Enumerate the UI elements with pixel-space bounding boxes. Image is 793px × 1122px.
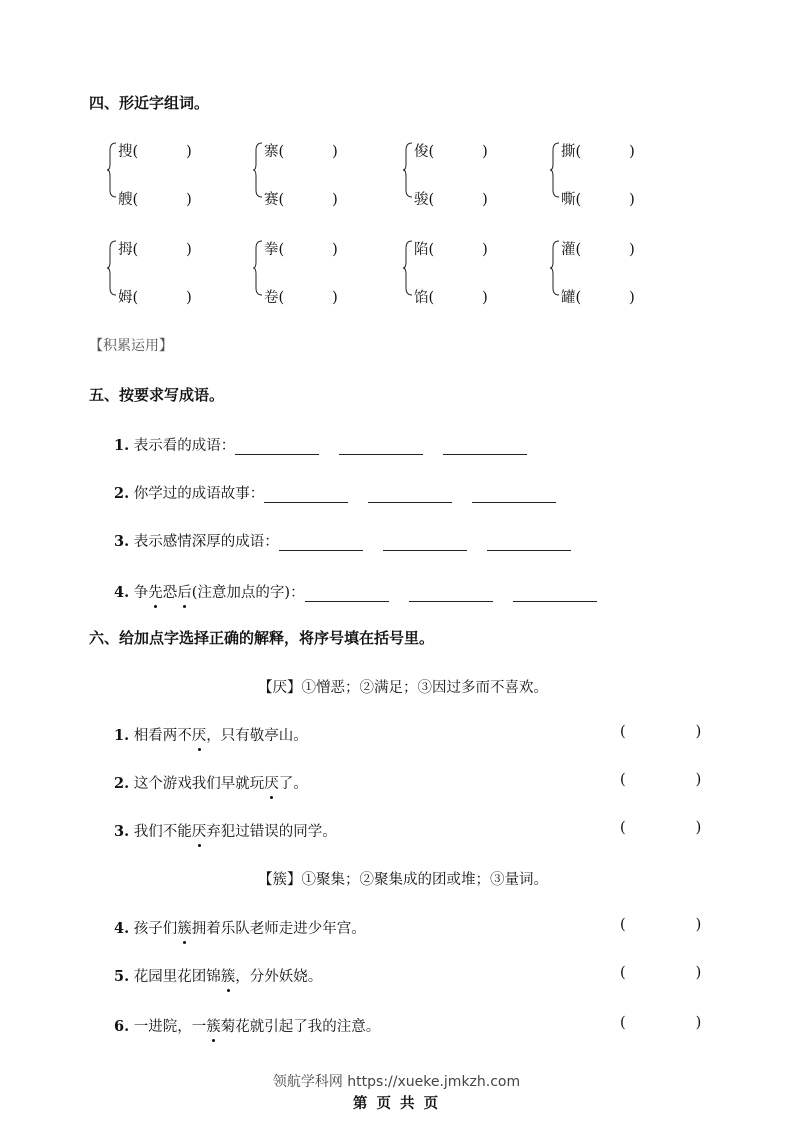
close-paren: ) (695, 965, 702, 981)
char-label: 拇( (118, 242, 139, 258)
similar-char-top (264, 238, 338, 259)
close-paren: ) (332, 242, 338, 258)
answer-blank[interactable] (235, 440, 319, 455)
similar-char-bottom (118, 188, 192, 209)
item-text: 菊花就引起了我的注意。 (220, 1019, 381, 1035)
answer-blank[interactable] (264, 488, 348, 503)
close-paren: ) (332, 192, 338, 208)
close-paren: ) (629, 242, 635, 258)
similar-char-bottom (414, 286, 488, 307)
close-paren: ) (482, 290, 488, 306)
section-5-title: 五、按要求写成语。 (89, 386, 225, 404)
item-number: 4. (114, 920, 130, 937)
close-paren: ) (186, 290, 192, 306)
close-paren: ) (332, 144, 338, 160)
similar-char-bottom (264, 188, 338, 209)
item-text: 这个游戏我们早就玩 (133, 776, 265, 792)
dotted-char: 后 (177, 585, 192, 601)
item-number: 3. (114, 533, 130, 550)
dotted-char: 厌 (264, 776, 279, 792)
item-number: 1. (114, 727, 130, 744)
open-paren: ( (620, 724, 626, 740)
idiom-item-1 (114, 434, 547, 455)
choice-item-6 (114, 1015, 380, 1036)
char-label: 嘶( (561, 192, 582, 208)
close-paren: ) (332, 290, 338, 306)
dotted-char: 簇 (220, 969, 236, 985)
close-paren: ) (482, 144, 488, 160)
char-label: 骏( (414, 192, 435, 208)
dotted-char: 先 (148, 585, 163, 601)
answer-parens[interactable] (620, 772, 701, 788)
item-text: 你学过的成语故事： (133, 486, 265, 502)
answer-blank[interactable] (443, 440, 527, 455)
close-paren: ) (695, 917, 702, 933)
open-paren: ( (620, 772, 626, 788)
dotted-char: 簇 (177, 921, 192, 937)
char-label: 馅( (414, 290, 435, 306)
char-label: 陷( (414, 242, 435, 258)
close-paren: ) (186, 144, 192, 160)
answer-blank[interactable] (472, 488, 556, 503)
item-text: 表示看的成语： (133, 438, 236, 454)
item-text: 我们不能 (133, 824, 192, 840)
similar-char-top (561, 238, 635, 259)
char-label: 卷( (264, 290, 285, 306)
open-paren: ( (620, 965, 626, 981)
brace-icon (402, 240, 414, 296)
dotted-char: 簇 (206, 1019, 221, 1035)
char-label: 罐( (561, 290, 582, 306)
similar-char-bottom (118, 286, 192, 307)
close-paren: ) (629, 192, 635, 208)
brace-icon (252, 240, 264, 296)
similar-char-top (264, 140, 338, 161)
item-number: 6. (114, 1018, 130, 1035)
similar-char-top (118, 238, 192, 259)
item-text: 孩子们 (133, 921, 178, 937)
answer-blank[interactable] (383, 536, 467, 551)
brace-icon (402, 142, 414, 198)
close-paren: ) (695, 724, 702, 740)
close-paren: ) (695, 772, 702, 788)
similar-char-bottom (561, 286, 635, 307)
answer-blank[interactable] (305, 587, 389, 602)
definition-yan: 【厌】①憎恶；②满足；③因过多而不喜欢。 (258, 680, 548, 696)
section-4-title: 四、形近字组词。 (89, 94, 210, 112)
char-label: 寨( (264, 144, 285, 160)
dotted-char: 厌 (191, 728, 207, 744)
item-number: 4. (114, 584, 130, 601)
answer-parens[interactable] (620, 820, 701, 836)
close-paren: ) (695, 820, 702, 836)
item-text: 花园里花团锦 (133, 969, 221, 985)
close-paren: ) (629, 144, 635, 160)
brace-icon (106, 142, 118, 198)
idiom-item-3 (114, 530, 591, 551)
item-text: 拥着乐队老师走进少年宫。 (191, 921, 366, 937)
char-label: 撕( (561, 144, 582, 160)
close-paren: ) (482, 242, 488, 258)
answer-blank[interactable] (279, 536, 363, 551)
item-text: 表示感情深厚的成语： (133, 534, 279, 550)
answer-blank[interactable] (409, 587, 493, 602)
char-label: 赛( (264, 192, 285, 208)
item-number: 5. (114, 968, 130, 985)
choice-item-2 (114, 772, 308, 793)
item-text: ，只有敬亭山。 (206, 728, 308, 744)
definition-cu: 【簇】①聚集；②聚集成的团或堆；③量词。 (258, 872, 548, 888)
char-label: 灌( (561, 242, 582, 258)
item-text: 一进院，一 (133, 1019, 207, 1035)
choice-item-1 (114, 724, 308, 745)
char-label: 拳( (264, 242, 285, 258)
item-text: 恐 (162, 585, 178, 601)
dotted-char: 厌 (191, 824, 207, 840)
section-6-title: 六、给加点字选择正确的解释，将序号填在括号里。 (89, 629, 435, 647)
item-text: 争 (133, 585, 149, 601)
close-paren: ) (186, 242, 192, 258)
answer-parens[interactable] (620, 1015, 701, 1031)
open-paren: ( (620, 917, 626, 933)
answer-blank[interactable] (487, 536, 571, 551)
idiom-item-2 (114, 482, 576, 503)
close-paren: ) (695, 1015, 702, 1031)
brace-icon (106, 240, 118, 296)
similar-char-top (414, 238, 488, 259)
similar-char-bottom (561, 188, 635, 209)
char-label: 俊( (414, 144, 435, 160)
similar-char-bottom (414, 188, 488, 209)
section-tag-accumulate: 【积累运用】 (89, 338, 173, 354)
idiom-item-4 (114, 581, 617, 602)
brace-icon (549, 142, 561, 198)
item-text: ，分外妖娆。 (235, 969, 323, 985)
similar-char-top (561, 140, 635, 161)
choice-item-3 (114, 820, 337, 841)
answer-blank[interactable] (513, 587, 597, 602)
page-number: 第 页 共 页 (352, 1096, 441, 1112)
item-text: (注意加点的字)： (191, 585, 305, 601)
item-text: 弃犯过错误的同学。 (206, 824, 337, 840)
similar-char-top (414, 140, 488, 161)
brace-icon (252, 142, 264, 198)
char-label: 艘( (118, 192, 139, 208)
char-label: 搜( (118, 144, 139, 160)
answer-parens[interactable] (620, 724, 701, 740)
answer-parens[interactable] (620, 917, 701, 933)
answer-parens[interactable] (620, 965, 701, 981)
footer-url: 领航学科网 https://xueke.jmkzh.com (272, 1074, 521, 1090)
item-text: 相看两不 (133, 728, 192, 744)
close-paren: ) (482, 192, 488, 208)
brace-icon (549, 240, 561, 296)
item-number: 2. (114, 775, 130, 792)
close-paren: ) (186, 192, 192, 208)
item-text: 了。 (278, 776, 308, 792)
open-paren: ( (620, 820, 626, 836)
choice-item-5 (114, 965, 322, 986)
answer-blank[interactable] (368, 488, 452, 503)
item-number: 1. (114, 437, 130, 454)
item-number: 3. (114, 823, 130, 840)
close-paren: ) (629, 290, 635, 306)
open-paren: ( (620, 1015, 626, 1031)
char-label: 姆( (118, 290, 139, 306)
similar-char-top (118, 140, 192, 161)
choice-item-4 (114, 917, 366, 938)
answer-blank[interactable] (339, 440, 423, 455)
similar-char-bottom (264, 286, 338, 307)
item-number: 2. (114, 485, 130, 502)
